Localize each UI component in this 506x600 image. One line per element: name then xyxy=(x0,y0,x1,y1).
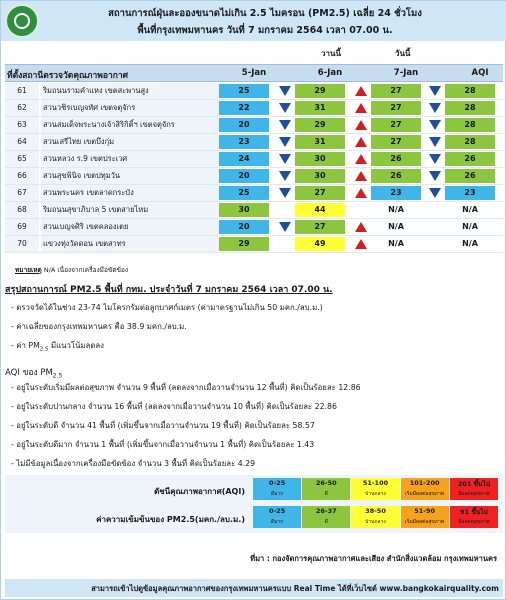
trend-up-arrow-icon xyxy=(355,188,367,198)
pm-legend-cell xyxy=(450,506,499,528)
trend-down-arrow-icon xyxy=(279,222,291,232)
table-row xyxy=(5,236,503,253)
column-header-day1: 5-Jan xyxy=(241,68,267,78)
value-cell-d1: 25 xyxy=(219,186,269,200)
trend-down-arrow-icon xyxy=(279,86,291,96)
table-row xyxy=(5,100,503,117)
label-yesterday: วานนี้ xyxy=(321,49,341,58)
aqi-legend-cell xyxy=(450,478,499,500)
table-row xyxy=(5,117,503,134)
column-header-aqi: AQI xyxy=(471,68,489,78)
value-cell-d1: 24 xyxy=(219,152,269,166)
value-cell-aqi: 28 xyxy=(445,84,495,98)
aqi-level-no-data: - ไม่มีข้อมูลเนื่องจากเครื่องมือขัดข้อง จำนวน 3 พื้นที่ คิดเป็นร้อยละ 4.29 xyxy=(11,459,256,468)
pm-legend-desc: ดีมาก xyxy=(270,519,284,525)
value-cell-d1: 20 xyxy=(219,220,269,234)
trend-up-arrow-icon xyxy=(355,239,367,249)
aqi-legend-range: 0-25 xyxy=(268,479,286,487)
legend-pm-scale xyxy=(253,506,499,528)
value-cell-d2: 27 xyxy=(295,186,345,200)
table-row xyxy=(5,168,503,185)
value-cell-d2: 30 xyxy=(295,152,345,166)
value-cell-d1: 25 xyxy=(219,84,269,98)
summary-bullets xyxy=(11,301,501,358)
value-cell-d3: N/A xyxy=(388,222,404,231)
pm-legend-desc: ปานกลาง xyxy=(365,519,386,525)
value-cell-aqi: 28 xyxy=(445,135,495,149)
pm-legend-range: 91 ขึ้นไป xyxy=(460,508,488,516)
table-row xyxy=(5,219,503,236)
note-label: หมายเหตุ xyxy=(15,266,42,274)
value-cell-d2: 29 xyxy=(295,84,345,98)
trend-down-arrow-icon xyxy=(279,171,291,181)
table-header xyxy=(5,64,503,82)
value-cell-d1: 20 xyxy=(219,118,269,132)
aqi-level-moderate: - อยู่ในระดับปานกลาง จำนวน 16 พื้นที่ (ลดลงจากเมื่อวานจำนวน 10 พื้นที่) คิดเป็นร้อยละ 22.86 xyxy=(11,402,337,411)
station-number: 69 xyxy=(5,219,39,235)
table-row xyxy=(5,202,503,219)
value-cell-d2: 30 xyxy=(295,169,345,183)
value-cell-d3: 27 xyxy=(371,84,421,98)
trend-down-arrow-icon xyxy=(279,120,291,130)
footer-bar xyxy=(5,579,503,597)
pm-legend-cell xyxy=(302,506,351,528)
value-cell-d2: 29 xyxy=(295,118,345,132)
value-cell-d1: 30 xyxy=(219,203,269,217)
value-cell-d1: 29 xyxy=(219,237,269,251)
trend-down-arrow-icon xyxy=(279,137,291,147)
pm-legend-range: 51-90 xyxy=(414,507,436,515)
value-cell-aqi: N/A xyxy=(462,205,478,214)
value-cell-d3: 26 xyxy=(371,169,421,183)
value-cell-d3: 27 xyxy=(371,101,421,115)
trend-up-arrow-icon xyxy=(355,120,367,130)
station-number: 62 xyxy=(5,100,39,116)
legend-aqi-label: ดัชนีคุณภาพอากาศ(AQI) xyxy=(154,487,245,496)
trend-down-arrow-icon xyxy=(279,103,291,113)
value-cell-d3: N/A xyxy=(388,239,404,248)
title-line-1: สถานการณ์ฝุ่นละอองขนาดไม่เกิน 2.5 ไมครอน (PM2.5) เฉลี่ย 24 ชั่วโมง xyxy=(108,8,422,19)
value-cell-aqi: 28 xyxy=(445,118,495,132)
station-number: 64 xyxy=(5,134,39,150)
legend-aqi-scale xyxy=(253,478,499,500)
value-cell-aqi: 26 xyxy=(445,152,495,166)
title-line-2: พื้นที่กรุงเทพมหานคร วันที่ 7 มกราคม 2564 เวลา 07.00 น. xyxy=(137,25,393,36)
value-cell-aqi: 23 xyxy=(445,186,495,200)
source-credit: ที่มา : กองจัดการคุณภาพอากาศและเสียง สำนักสิ่งแวดล้อม กรุงเทพมหานคร xyxy=(250,554,497,563)
station-name: สวนสมเด็จพระนางเจ้าสิริกิติ์ฯ เขตจตุจักร xyxy=(41,117,219,133)
label-today: วันนี้ xyxy=(395,49,411,58)
value-cell-d1: 20 xyxy=(219,169,269,183)
aqi-heading: AQI ของ $PM_{2.5}$ xyxy=(5,368,63,380)
aqi-legend-range: 201 ขึ้นไป xyxy=(457,480,490,488)
value-cell-d2: 27 xyxy=(295,220,345,234)
table-row xyxy=(5,151,503,168)
table-row xyxy=(5,83,503,100)
aqi-legend-desc: ดีมาก xyxy=(270,491,284,497)
legend-panel xyxy=(5,475,503,533)
pm-legend-desc: ดี xyxy=(324,519,328,525)
legend-pm-label: ค่าความเข้มข้นของ PM2.5(มคก./ลบ.ม.) xyxy=(96,515,245,524)
trend-down-arrow-icon xyxy=(429,103,441,113)
trend-down-arrow-icon xyxy=(429,154,441,164)
value-cell-d2: 31 xyxy=(295,135,345,149)
value-cell-d3: 26 xyxy=(371,152,421,166)
station-number: 61 xyxy=(5,83,39,99)
pm-legend-desc: มีผลต่อสุขภาพ xyxy=(458,519,490,525)
summary-trend: - ค่า $PM_{2.5}$ มีแนวโน้มลดลง xyxy=(11,341,104,353)
trend-down-arrow-icon xyxy=(279,154,291,164)
station-name: ริมถนนรามคำแหง เขตสะพานสูง xyxy=(41,83,219,99)
value-cell-aqi: 28 xyxy=(445,101,495,115)
trend-up-arrow-icon xyxy=(355,86,367,96)
summary-average: - ค่าเฉลี่ยของกรุงเทพมหานคร คือ 38.9 มคก./ลบ.ม. xyxy=(11,322,187,331)
value-cell-d2: 49 xyxy=(295,237,345,251)
trend-up-arrow-icon xyxy=(355,154,367,164)
station-number: 70 xyxy=(5,236,39,252)
station-name: สวนวชิรเบญจทัศ เขตจตุจักร xyxy=(41,100,219,116)
aqi-legend-range: 51-100 xyxy=(362,479,389,487)
footer-website-text: สามารถเข้าไปดูข้อมูลคุณภาพอากาศของกรุงเทพมหานครแบบ Real Time ได้ที่เว็บไซต์ www.bangkokairquality.com xyxy=(91,584,499,593)
station-rows xyxy=(5,83,503,253)
aqi-legend-range: 101-200 xyxy=(409,479,440,487)
pm-legend-cell xyxy=(401,506,450,528)
trend-up-arrow-icon xyxy=(355,171,367,181)
column-header-day2: 6-Jan xyxy=(317,68,343,78)
station-name: สวนหลวง ร.9 เขตประเวศ xyxy=(41,151,219,167)
station-name: สวนสุขพินิจ เขตปทุมวัน xyxy=(41,168,219,184)
column-header-station: ที่ตั้งสถานีตรวจวัดคุณภาพอากาศ xyxy=(7,71,129,81)
aqi-legend-desc: ดี xyxy=(324,491,328,497)
aqi-legend-cell xyxy=(302,478,351,500)
value-cell-aqi: N/A xyxy=(462,239,478,248)
station-number: 66 xyxy=(5,168,39,184)
trend-down-arrow-icon xyxy=(279,188,291,198)
aqi-level-unhealthy: - อยู่ในระดับเริ่มมีผลต่อสุขภาพ จำนวน 9 พื้นที่ (ลดลงจากเมื่อวานจำนวน 12 พื้นที่) คิดเป็นร้อยละ 12.86 xyxy=(11,383,361,392)
column-header-day3: 7-Jan xyxy=(393,68,419,78)
trend-down-arrow-icon xyxy=(429,188,441,198)
trend-down-arrow-icon xyxy=(429,120,441,130)
station-number: 67 xyxy=(5,185,39,201)
aqi-legend-cell xyxy=(351,478,400,500)
station-number: 68 xyxy=(5,202,39,218)
pm-legend-cell xyxy=(253,506,302,528)
table-row xyxy=(5,134,503,151)
summary-range: - ตรวจวัดได้ในช่วง 23-74 ไมโครกรัมต่อลูกบาศก์เมตร (ค่ามาตรฐานไม่เกิน 50 มคก./ลบ.ม.) xyxy=(11,303,323,312)
aqi-legend-cell xyxy=(253,478,302,500)
station-number: 65 xyxy=(5,151,39,167)
pm-legend-range: 38-50 xyxy=(365,507,386,515)
station-name: สวนเสรีไทย เขตบึงกุ่ม xyxy=(41,134,219,150)
value-cell-d2: 31 xyxy=(295,101,345,115)
table-note xyxy=(15,265,128,275)
value-cell-d3: 23 xyxy=(371,186,421,200)
value-cell-d1: 22 xyxy=(219,101,269,115)
station-name: สวนเบญจศิริ เขตคลองเตย xyxy=(41,219,219,235)
value-cell-d2: 44 xyxy=(295,203,345,217)
note-text: N/A เนื่องจากเครื่องมือขัดข้อง xyxy=(43,266,129,274)
value-cell-aqi: 26 xyxy=(445,169,495,183)
table-row xyxy=(5,185,503,202)
summary-title: สรุปสถานการณ์ PM2.5 พื้นที่ กทม. ประจำวันที่ 7 มกราคม 2564 เวลา 07.00 น. xyxy=(5,285,333,295)
station-name: แขวงทุ่งวัดดอน เขตสาทร xyxy=(41,236,219,252)
value-cell-d1: 23 xyxy=(219,135,269,149)
trend-down-arrow-icon xyxy=(429,86,441,96)
aqi-legend-desc: เริ่มมีผลต่อสุขภาพ xyxy=(405,491,445,497)
trend-down-arrow-icon xyxy=(429,171,441,181)
aqi-legend-desc: มีผลต่อสุขภาพ xyxy=(458,491,490,497)
aqi-level-very-good: - อยู่ในระดับดีมาก จำนวน 1 พื้นที่ (เพิ่มขึ้นจากเมื่อวานจำนวน 1 พื้นที่) คิดเป็นร้อยละ 1.43 xyxy=(11,440,315,449)
station-number: 63 xyxy=(5,117,39,133)
aqi-legend-desc: ปานกลาง xyxy=(365,491,386,497)
value-cell-aqi: N/A xyxy=(462,222,478,231)
report-header xyxy=(1,1,506,41)
trend-up-arrow-icon xyxy=(355,103,367,113)
station-name: สวนพระนคร เขตลาดกระบัง xyxy=(41,185,219,201)
pm-legend-cell xyxy=(351,506,400,528)
pm-legend-range: 0-25 xyxy=(268,507,286,515)
value-cell-d3: 27 xyxy=(371,135,421,149)
trend-up-arrow-icon xyxy=(355,222,367,232)
bma-logo-icon xyxy=(5,4,39,38)
trend-down-arrow-icon xyxy=(429,137,441,147)
trend-up-arrow-icon xyxy=(355,137,367,147)
aqi-legend-range: 26-50 xyxy=(315,479,337,487)
aqi-level-good: - อยู่ในระดับดี จำนวน 41 พื้นที่ (เพิ่มขึ้นจากเมื่อวานจำนวน 19 พื้นที่) คิดเป็นร้อยละ 58.57 xyxy=(11,421,315,430)
aqi-legend-cell xyxy=(401,478,450,500)
pm-legend-desc: เริ่มมีผลต่อสุขภาพ xyxy=(405,519,445,525)
value-cell-d3: N/A xyxy=(388,205,404,214)
aqi-bullets xyxy=(11,381,501,476)
station-name: ริมถนนสุขาภิบาล 5 เขตสายไหม xyxy=(41,202,219,218)
pm-legend-range: 26-37 xyxy=(315,507,337,515)
value-cell-d3: 27 xyxy=(371,118,421,132)
